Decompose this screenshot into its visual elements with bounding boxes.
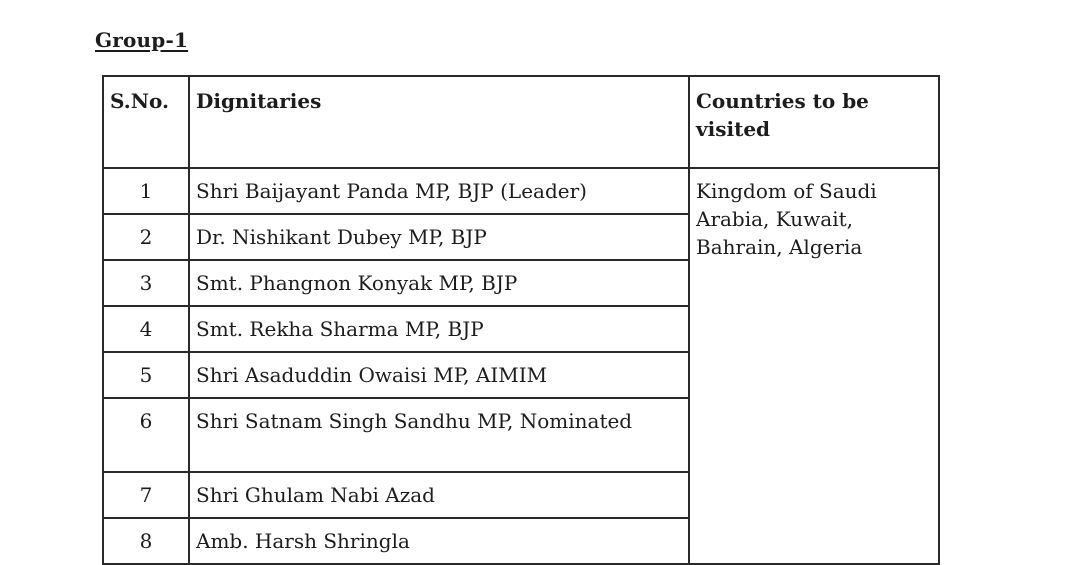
group-title: Group-1 xyxy=(95,28,189,52)
delegation-table xyxy=(102,75,940,565)
row-dignitary: Shri Asaduddin Owaisi MP, AIMIM xyxy=(189,352,689,398)
table-header-row xyxy=(103,76,939,168)
row-dignitary: Shri Satnam Singh Sandhu MP, Nominated xyxy=(189,398,689,472)
row-dignitary: Smt. Rekha Sharma MP, BJP xyxy=(189,306,689,352)
row-sno: 7 xyxy=(103,472,189,518)
row-dignitary: Smt. Phangnon Konyak MP, BJP xyxy=(189,260,689,306)
header-sno: S.No. xyxy=(103,76,189,168)
row-sno: 3 xyxy=(103,260,189,306)
row-sno: 8 xyxy=(103,518,189,564)
row-sno: 1 xyxy=(103,168,189,214)
header-countries: Countries to be visited xyxy=(689,76,939,168)
table-row xyxy=(103,168,939,214)
row-dignitary: Dr. Nishikant Dubey MP, BJP xyxy=(189,214,689,260)
countries-cell: Kingdom of Saudi Arabia, Kuwait, Bahrain, Algeria xyxy=(689,168,939,564)
row-sno: 6 xyxy=(103,398,189,472)
row-sno: 5 xyxy=(103,352,189,398)
row-dignitary: Shri Ghulam Nabi Azad xyxy=(189,472,689,518)
row-dignitary: Amb. Harsh Shringla xyxy=(189,518,689,564)
row-sno: 4 xyxy=(103,306,189,352)
row-dignitary: Shri Baijayant Panda MP, BJP (Leader) xyxy=(189,168,689,214)
header-dignitaries: Dignitaries xyxy=(189,76,689,168)
row-sno: 2 xyxy=(103,214,189,260)
delegation-table-container xyxy=(102,75,938,553)
